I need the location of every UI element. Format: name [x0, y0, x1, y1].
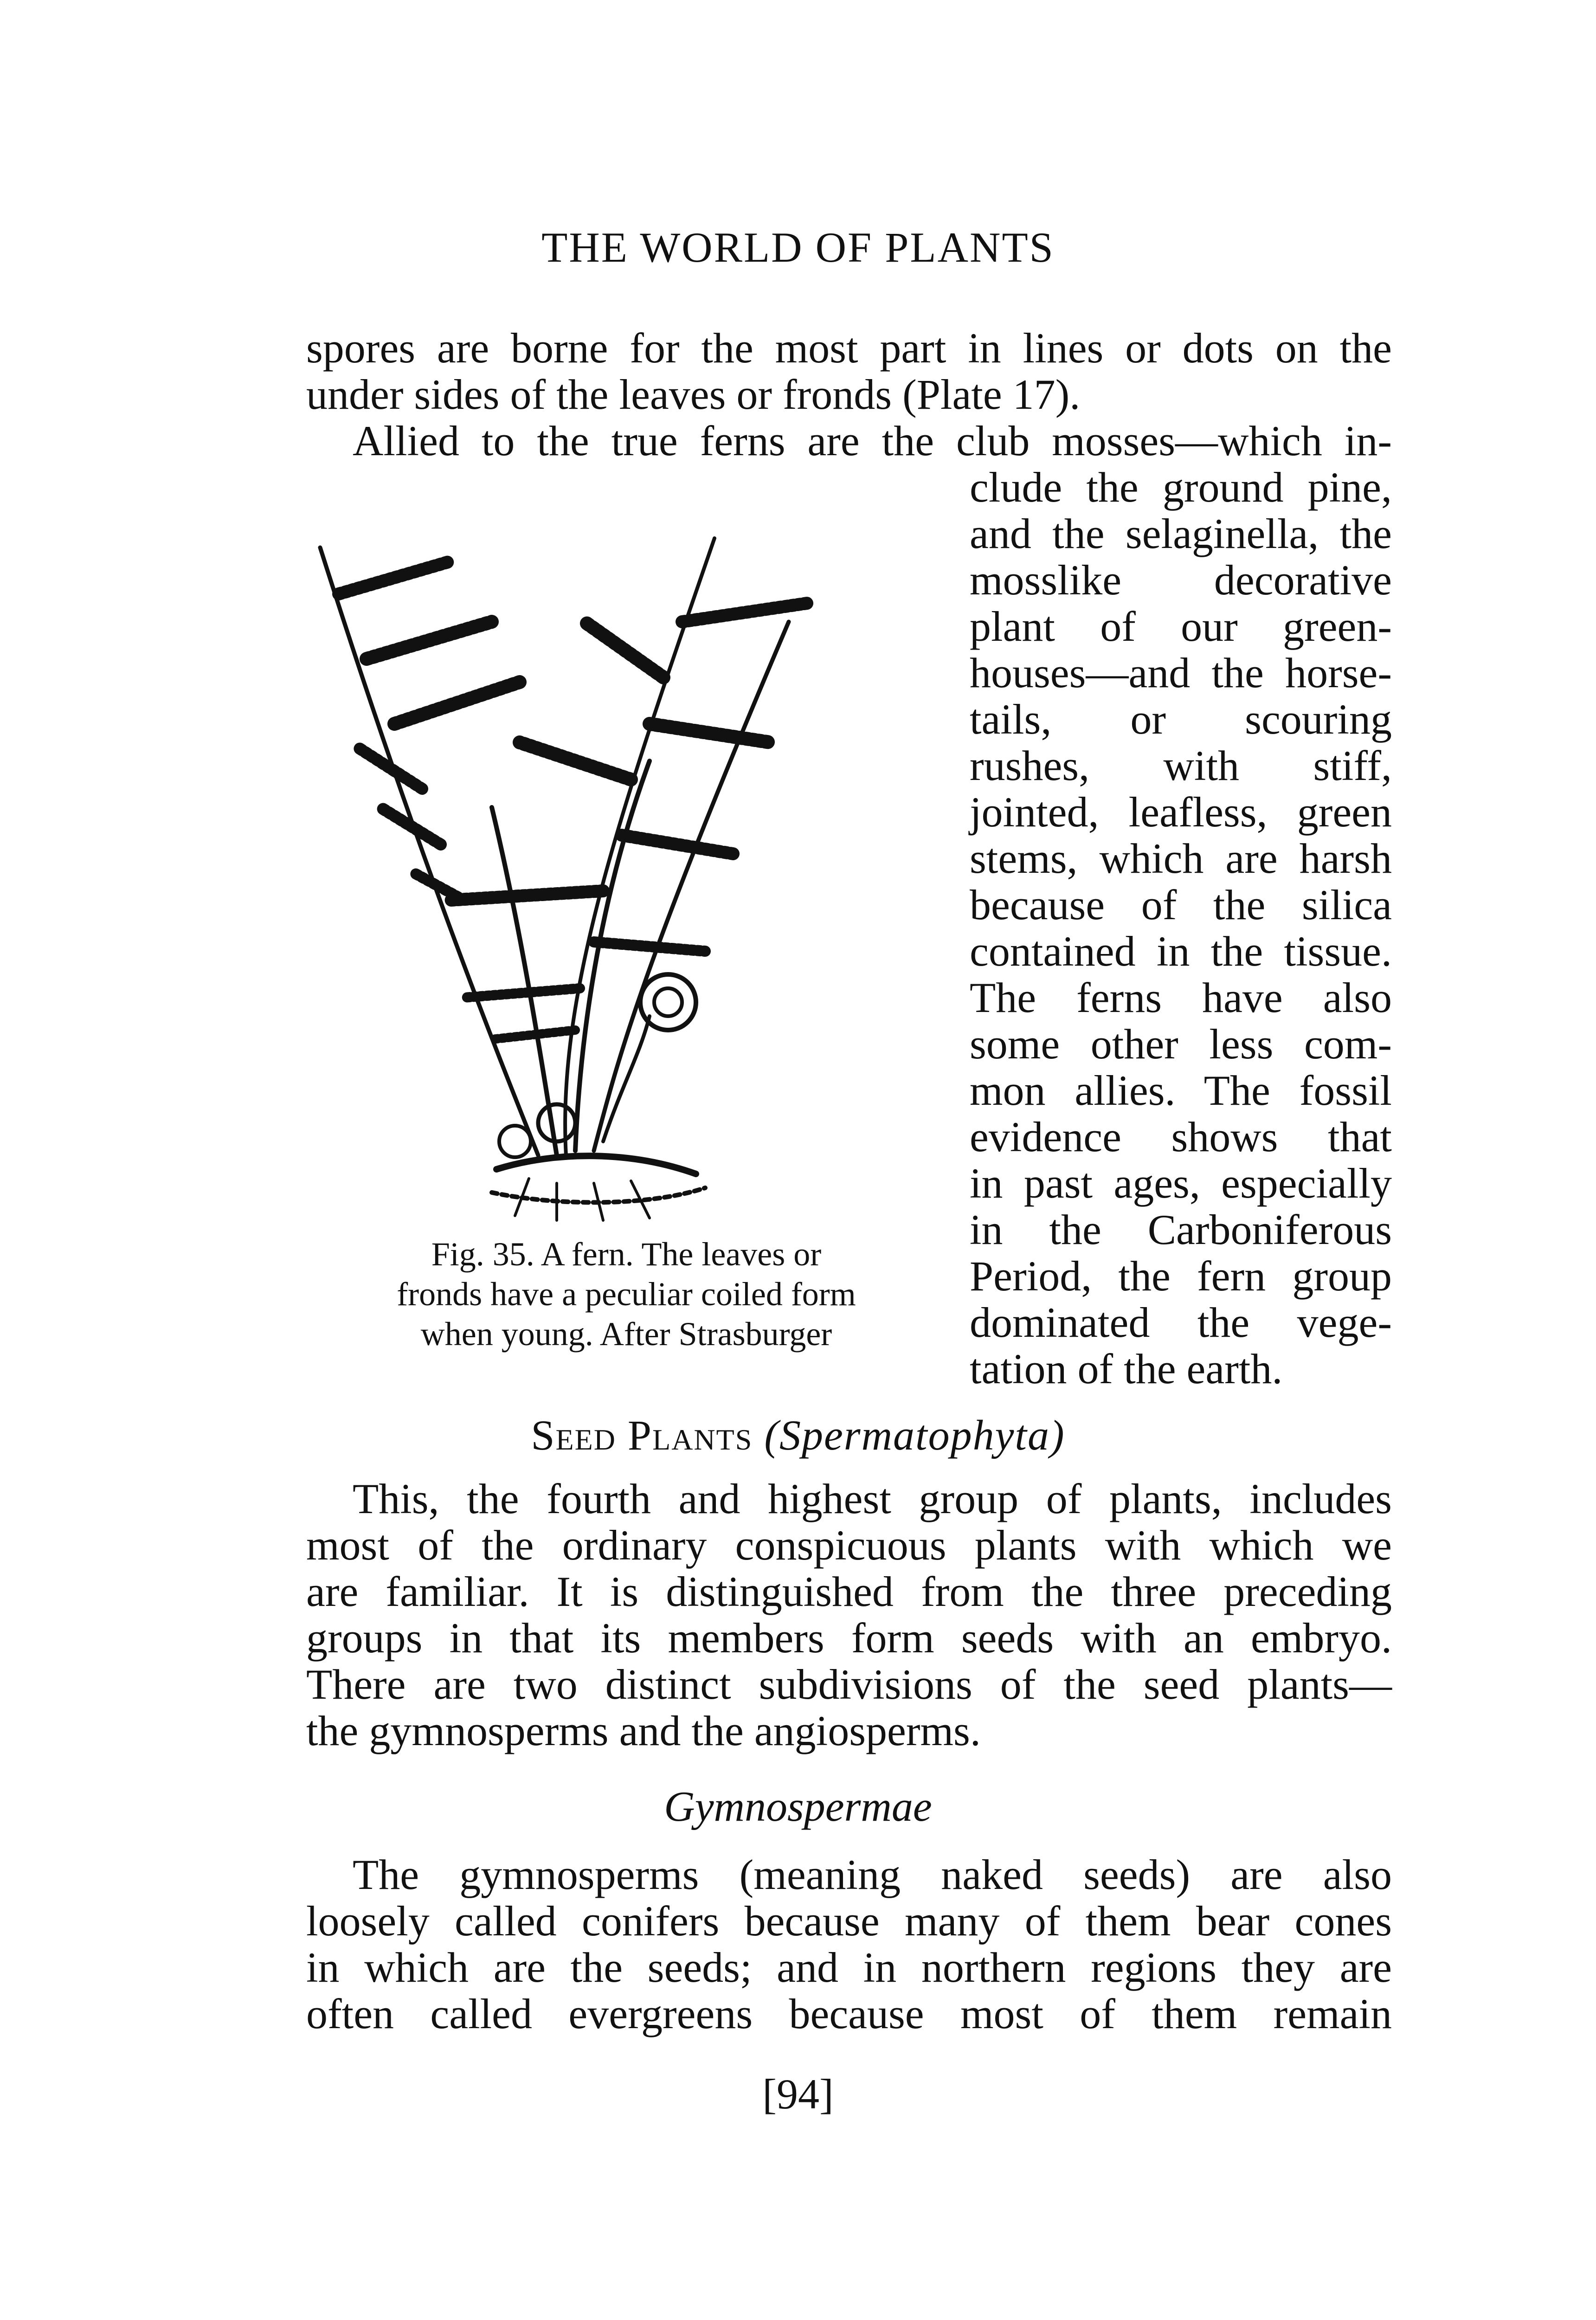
column-line: The ferns have also: [970, 974, 1392, 1021]
column-line: jointed, leafless, green: [970, 788, 1392, 836]
column-line: rushes, with stiff,: [970, 742, 1392, 789]
column-line: in the Carboniferous: [970, 1206, 1392, 1253]
text-line: often called evergreens because most of them remain: [306, 1990, 1392, 2037]
caption-line: fronds have a peculiar coiled form: [397, 1276, 856, 1313]
column-line: dominated the vege-: [970, 1299, 1392, 1346]
text-line: groups in that its members form seeds with an embryo.: [306, 1614, 1392, 1662]
column-line: tails, or scouring: [970, 696, 1392, 743]
column-line: Period, the fern group: [970, 1252, 1392, 1300]
text-line: under sides of the leaves or fronds (Plate 17).: [306, 371, 1081, 418]
text-line: This, the fourth and highest group of plants, includes: [353, 1475, 1392, 1522]
column-line: evidence shows that: [970, 1113, 1392, 1160]
column-line: mon allies. The fossil: [970, 1067, 1392, 1114]
fern-illustration: [297, 483, 872, 1225]
text-line: The gymnosperms (meaning naked seeds) are also: [353, 1851, 1392, 1898]
heading-latin: (Spermatophyta): [764, 1411, 1065, 1459]
text-line: spores are borne for the most part in lines or dots on the: [306, 324, 1392, 372]
text-line: Allied to the true ferns are the club mosses—which in-: [353, 417, 1392, 464]
page-number: [94]: [762, 2070, 834, 2118]
caption-line: Fig. 35. A fern. The leaves or: [431, 1236, 822, 1273]
column-line: stems, which are harsh: [970, 835, 1392, 882]
heading-main: Seed Plants: [531, 1411, 753, 1459]
column-line: and the selaginella, the: [970, 510, 1392, 557]
text-line: are familiar. It is distinguished from the three preceding: [306, 1568, 1392, 1615]
column-line: contained in the tissue.: [970, 928, 1392, 975]
column-line: clude the ground pine,: [970, 464, 1392, 511]
column-line: mosslike decorative: [970, 556, 1392, 604]
column-line: in past ages, especially: [970, 1160, 1392, 1207]
figure-caption: [339, 1234, 914, 1354]
column-line: some other less com-: [970, 1020, 1392, 1068]
text-line: in which are the seeds; and in northern regions they are: [306, 1944, 1392, 1991]
text-line: loosely called conifers because many of them bear cones: [306, 1897, 1392, 1945]
column-line: tation of the earth.: [970, 1345, 1283, 1392]
text-line: the gymnosperms and the angiosperms.: [306, 1707, 981, 1754]
column-line: plant of our green-: [970, 603, 1392, 650]
column-line: houses—and the horse-: [970, 649, 1392, 696]
caption-line: when young. After Strasburger: [420, 1315, 832, 1353]
column-line: because of the silica: [970, 881, 1392, 928]
section-heading: [0, 1411, 1596, 1460]
subsection-heading: Gymnospermae: [664, 1783, 932, 1830]
running-header: THE WORLD OF PLANTS: [541, 224, 1055, 271]
text-line: There are two distinct subdivisions of the seed plants—: [306, 1661, 1392, 1708]
text-line: most of the ordinary conspicuous plants with which we: [306, 1521, 1392, 1569]
